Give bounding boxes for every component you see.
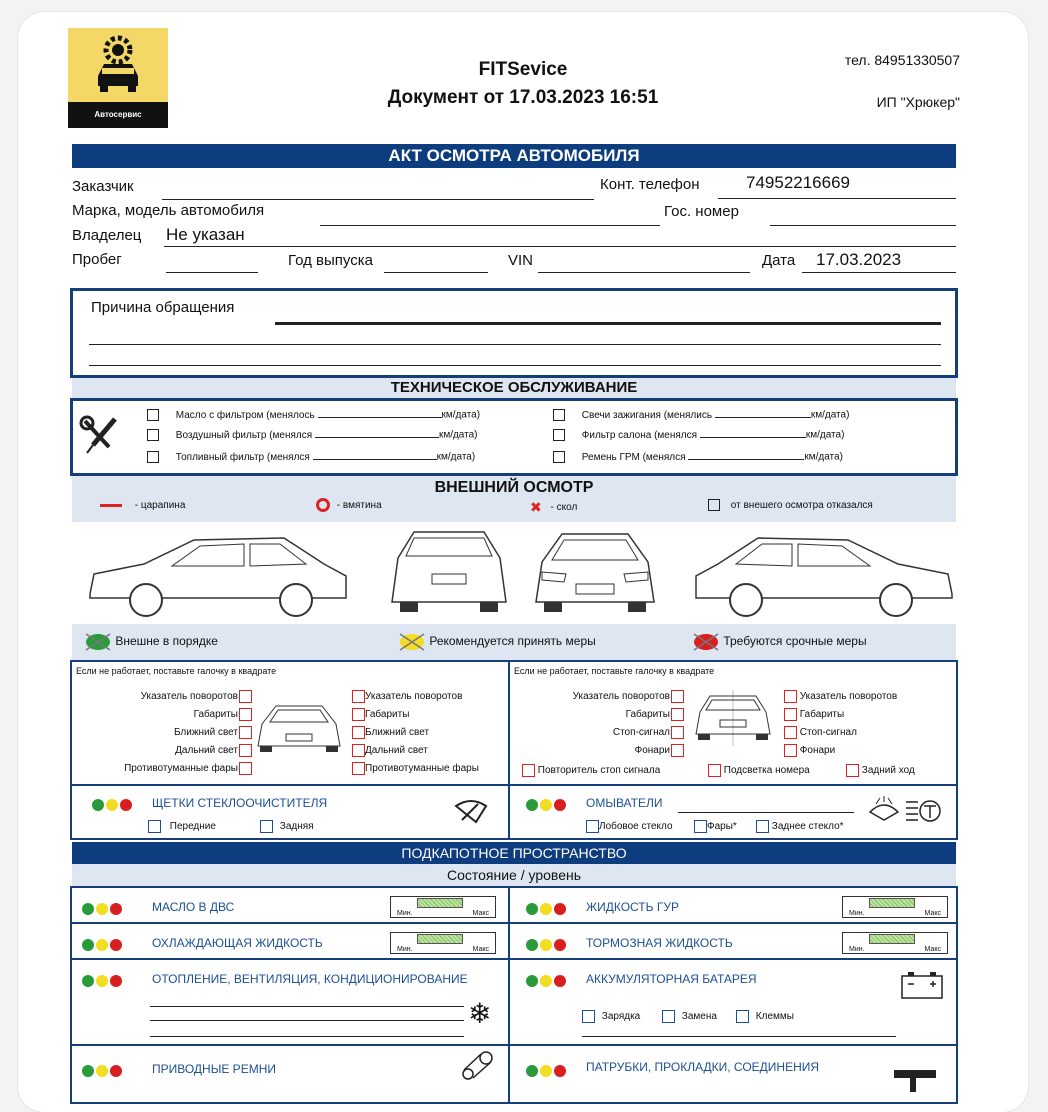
wipers-rear-checkbox[interactable] xyxy=(260,820,273,833)
hvac-title: ОТОПЛЕНИЕ, ВЕНТИЛЯЦИЯ, КОНДИЦИОНИРОВАНИЕ xyxy=(152,972,468,986)
rear-left-row[interactable] xyxy=(524,688,684,706)
header-org: ИП "Хрюкер" xyxy=(876,94,960,110)
vin-field[interactable] xyxy=(538,272,750,273)
washers-rear[interactable] xyxy=(756,820,844,833)
front-lights-right xyxy=(352,688,479,778)
front-right-row[interactable] xyxy=(352,742,479,760)
rear-lights-left xyxy=(524,688,684,760)
washers-rear-checkbox[interactable] xyxy=(756,820,769,833)
light-label: Противотуманные фары xyxy=(365,763,479,774)
reason-line-2[interactable] xyxy=(89,344,941,345)
legend-refused[interactable] xyxy=(708,499,873,511)
engine-oil-row xyxy=(70,886,510,924)
light-checkbox[interactable] xyxy=(239,690,252,703)
light-label: Габариты xyxy=(365,709,410,720)
wipers-rear[interactable] xyxy=(260,820,314,833)
maint-item-air[interactable] xyxy=(147,429,478,441)
chip-icon: ✖ xyxy=(530,499,542,515)
battery-terminals[interactable] xyxy=(736,1010,794,1023)
maint-checkbox[interactable] xyxy=(147,429,159,441)
plate-field[interactable] xyxy=(770,225,956,226)
wipers-status-dots[interactable] xyxy=(92,796,134,814)
light-label: Противотуманные фары xyxy=(124,763,238,774)
maint-suffix: км/дата) xyxy=(438,429,478,441)
maint-checkbox[interactable] xyxy=(553,451,565,463)
front-right-row[interactable] xyxy=(352,724,479,742)
front-left-row[interactable] xyxy=(96,688,252,706)
maint-suffix: км/дата) xyxy=(436,451,476,463)
customer-label: Заказчик xyxy=(72,178,134,195)
light-checkbox[interactable] xyxy=(352,744,365,757)
light-label: Ближний свет xyxy=(365,727,430,738)
rear-right-row[interactable] xyxy=(784,688,897,706)
company-name: FITSevice xyxy=(478,59,568,80)
underhood-subbanner: Состояние / уровень xyxy=(72,864,956,886)
reason-line-3[interactable] xyxy=(89,365,941,366)
plate-label: Гос. номер xyxy=(664,203,739,220)
light-label: Стоп-сигнал xyxy=(612,727,670,738)
owner-field[interactable] xyxy=(164,246,956,247)
light-checkbox[interactable] xyxy=(708,764,721,777)
status-recommend-icon xyxy=(398,632,426,652)
reason-line-1[interactable] xyxy=(275,322,941,325)
legend-scratch-label: - царапина xyxy=(134,500,186,511)
light-label: Указатель поворотов xyxy=(799,691,898,702)
rear-left-row[interactable] xyxy=(524,706,684,724)
brake-fluid-status-dots[interactable] xyxy=(526,936,568,954)
reason-box xyxy=(70,288,958,378)
light-checkbox[interactable] xyxy=(239,708,252,721)
maint-item-timing[interactable] xyxy=(553,451,843,463)
battery-charge-label: Зарядка xyxy=(601,1011,641,1023)
gauge-max: Макс xyxy=(924,910,941,917)
power-steering-gauge[interactable] xyxy=(842,896,948,918)
gauge-min: Мин. xyxy=(849,946,865,953)
maint-item-plugs[interactable] xyxy=(553,409,849,421)
document-title: Документ от 17.03.2023 16:51 xyxy=(387,87,659,108)
light-checkbox[interactable] xyxy=(784,726,797,739)
washers-headlights-label: Фары* xyxy=(707,821,737,833)
owner-value: Не указан xyxy=(166,225,245,244)
maint-label: Воздушный фильтр (менялся xyxy=(175,429,313,441)
light-checkbox[interactable] xyxy=(784,690,797,703)
light-checkbox[interactable] xyxy=(352,762,365,775)
battery-replace-checkbox[interactable] xyxy=(662,1010,675,1023)
rear-lights-hint: Если не работает, поставьте галочку в квадрате xyxy=(514,666,715,676)
light-checkbox[interactable] xyxy=(239,726,252,739)
maint-label: Свечи зажигания (менялись xyxy=(581,409,713,421)
rear-extra-1[interactable] xyxy=(522,764,660,777)
maint-label: Фильтр салона (менялся xyxy=(581,429,698,441)
underhood-banner: ПОДКАПОТНОЕ ПРОСТРАНСТВО xyxy=(72,842,956,864)
owner-label: Владелец xyxy=(72,227,142,244)
gauge-max: Макс xyxy=(472,910,489,917)
vin-label: VIN xyxy=(508,252,534,269)
light-checkbox[interactable] xyxy=(671,726,684,739)
light-checkbox[interactable] xyxy=(671,690,684,703)
rear-extra-3[interactable] xyxy=(846,764,915,777)
maintenance-banner: ТЕХНИЧЕСКОЕ ОБСЛУЖИВАНИЕ xyxy=(72,378,956,398)
battery-terminals-label: Клеммы xyxy=(755,1011,794,1023)
engine-oil-gauge[interactable] xyxy=(390,896,496,918)
coolant-title: ОХЛАЖДАЮЩАЯ ЖИДКОСТЬ xyxy=(152,936,323,950)
car-right-side-diagram[interactable] xyxy=(688,524,958,620)
car-rear-diagram[interactable] xyxy=(384,528,514,618)
front-right-row[interactable] xyxy=(352,706,479,724)
maint-suffix: км/дата) xyxy=(441,409,481,421)
year-field[interactable] xyxy=(384,272,488,273)
front-lights-hint: Если не работает, поставьте галочку в квадрате xyxy=(76,666,277,676)
customer-field[interactable] xyxy=(162,199,594,200)
status-ok[interactable] xyxy=(84,632,218,652)
gauge-max: Макс xyxy=(924,946,941,953)
maint-suffix: км/дата) xyxy=(810,409,850,421)
snowflake-icon: ❄ xyxy=(468,998,492,1029)
front-right-row[interactable] xyxy=(352,760,479,778)
battery-replace[interactable] xyxy=(662,1010,717,1023)
front-right-row[interactable] xyxy=(352,688,479,706)
front-left-row[interactable] xyxy=(96,760,252,778)
belts-status-dots[interactable] xyxy=(82,1062,124,1080)
washer-icon xyxy=(866,796,946,826)
car-left-side-diagram[interactable] xyxy=(84,524,354,620)
light-label: Габариты xyxy=(193,709,238,720)
front-lights-left xyxy=(96,688,252,778)
mileage-field[interactable] xyxy=(166,272,258,273)
engine-oil-status-dots[interactable] xyxy=(82,900,124,918)
car-front-diagram[interactable] xyxy=(528,528,662,618)
gauge-min: Мин. xyxy=(849,910,865,917)
washers-windshield[interactable] xyxy=(586,820,673,833)
contact-phone-label: Конт. телефон xyxy=(600,176,700,193)
light-label: Ближний свет xyxy=(173,727,238,738)
scratch-icon xyxy=(100,504,122,507)
coolant-status-dots[interactable] xyxy=(82,936,124,954)
light-label: Стоп-сигнал xyxy=(799,727,857,738)
hose-icon xyxy=(892,1064,938,1094)
front-left-row[interactable] xyxy=(96,724,252,742)
washers-rear-label: Заднее стекло* xyxy=(771,821,844,833)
maint-item-oil[interactable] xyxy=(147,409,480,421)
light-label: Дальний свет xyxy=(175,745,238,756)
washers-box xyxy=(508,784,958,840)
maintenance-box xyxy=(70,398,958,476)
status-urgent-label: Требуются срочные меры xyxy=(723,634,867,649)
battery-row xyxy=(508,958,958,1046)
date-value: 17.03.2023 xyxy=(816,250,902,269)
hoses-title: ПАТРУБКИ, ПРОКЛАДКИ, СОЕДИНЕНИЯ xyxy=(586,1060,820,1074)
make-model-field[interactable] xyxy=(320,225,660,226)
light-checkbox[interactable] xyxy=(352,726,365,739)
contact-phone-value: 74952216669 xyxy=(746,173,851,192)
wipers-rear-label: Задняя xyxy=(279,821,314,833)
light-label: Подсветка номера xyxy=(723,765,810,777)
hoses-row xyxy=(508,1044,958,1104)
legend-chip-label: - скол xyxy=(550,502,578,514)
gauge-min: Мин. xyxy=(397,910,413,917)
battery-status-dots[interactable] xyxy=(526,972,568,990)
light-checkbox[interactable] xyxy=(239,744,252,757)
wipers-front-label: Передние xyxy=(169,821,216,833)
battery-line[interactable] xyxy=(582,1036,896,1037)
rear-right-row[interactable] xyxy=(784,742,897,760)
maint-item-fuel[interactable] xyxy=(147,451,475,463)
status-urgent-icon xyxy=(692,632,720,652)
act-banner: АКТ ОСМОТРА АВТОМОБИЛЯ xyxy=(72,144,956,168)
washers-windshield-label: Лобовое стекло xyxy=(599,821,673,833)
wipers-title: ЩЕТКИ СТЕКЛООЧИСТИТЕЛЯ xyxy=(152,796,328,810)
status-recommend-label: Рекомендуется принять меры xyxy=(429,634,596,649)
logo-caption: Автосервис xyxy=(68,102,168,128)
car-front-small-icon xyxy=(254,702,344,754)
maint-suffix: км/дата) xyxy=(805,429,845,441)
year-label: Год выпуска xyxy=(288,252,373,269)
brake-fluid-row xyxy=(508,922,958,960)
light-checkbox[interactable] xyxy=(239,762,252,775)
power-steering-title: ЖИДКОСТЬ ГУР xyxy=(586,900,679,914)
date-field[interactable] xyxy=(802,272,956,273)
dent-icon xyxy=(316,498,330,512)
exterior-banner: ВНЕШНИЙ ОСМОТР xyxy=(434,479,594,496)
light-label: Указатель поворотов xyxy=(365,691,463,702)
washers-status-dots[interactable] xyxy=(526,796,568,814)
maint-label: Ремень ГРМ (менялся xyxy=(581,451,686,463)
rear-right-row[interactable] xyxy=(784,706,897,724)
legend-refused-label: от внешего осмотра отказался xyxy=(730,499,873,511)
car-rear-small-icon xyxy=(690,690,776,746)
maint-item-cabin[interactable] xyxy=(553,429,844,441)
light-checkbox[interactable] xyxy=(352,708,365,721)
light-label: Повторитель стоп сигнала xyxy=(537,765,661,777)
hvac-line-3[interactable] xyxy=(150,1036,464,1037)
hvac-line-1[interactable] xyxy=(150,1006,464,1007)
battery-title: АККУМУЛЯТОРНАЯ БАТАРЕЯ xyxy=(586,972,757,986)
power-steering-status-dots[interactable] xyxy=(526,900,568,918)
refused-checkbox[interactable] xyxy=(708,499,720,511)
washers-windshield-checkbox[interactable] xyxy=(586,820,599,833)
wiper-icon xyxy=(454,798,488,824)
rear-lights-box xyxy=(508,660,958,786)
light-checkbox[interactable] xyxy=(522,764,535,777)
light-label: Габариты xyxy=(799,709,845,720)
light-checkbox[interactable] xyxy=(784,744,797,757)
rear-extra-2[interactable] xyxy=(708,764,810,777)
legend-dent xyxy=(316,498,382,512)
status-ok-label: Внешне в порядке xyxy=(115,634,218,649)
wipers-front-checkbox[interactable] xyxy=(148,820,161,833)
brake-fluid-gauge[interactable] xyxy=(842,932,948,954)
rear-left-row[interactable] xyxy=(524,742,684,760)
washers-headlights-checkbox[interactable] xyxy=(694,820,707,833)
maint-checkbox[interactable] xyxy=(553,409,565,421)
front-left-row[interactable] xyxy=(96,706,252,724)
reason-label: Причина обращения xyxy=(91,299,235,316)
contact-phone-field[interactable] xyxy=(718,198,956,199)
light-label: Фонари xyxy=(799,745,836,756)
hvac-line-2[interactable] xyxy=(150,1020,464,1021)
washers-line[interactable] xyxy=(678,812,854,813)
mileage-label: Пробег xyxy=(72,251,122,268)
light-checkbox[interactable] xyxy=(352,690,365,703)
status-recommend[interactable] xyxy=(398,632,596,652)
rear-right-row[interactable] xyxy=(784,724,897,742)
light-checkbox[interactable] xyxy=(671,744,684,757)
tools-icon xyxy=(79,415,125,455)
maint-label: Масло с фильтром (менялось xyxy=(175,409,315,421)
wipers-box xyxy=(70,784,510,840)
maint-checkbox[interactable] xyxy=(147,451,159,463)
battery-replace-label: Замена xyxy=(681,1011,717,1023)
light-label: Задний ход xyxy=(861,765,915,777)
brake-fluid-title: ТОРМОЗНАЯ ЖИДКОСТЬ xyxy=(586,936,733,950)
washers-title: ОМЫВАТЕЛИ xyxy=(586,796,663,810)
legend-dent-label: - вмятина xyxy=(336,499,382,511)
header-phone: тел. 84951330507 xyxy=(844,52,960,68)
engine-oil-title: МАСЛО В ДВС xyxy=(152,900,235,914)
belts-row xyxy=(70,1044,510,1104)
light-checkbox[interactable] xyxy=(671,708,684,721)
maint-checkbox[interactable] xyxy=(147,409,159,421)
coolant-gauge[interactable] xyxy=(390,932,496,954)
belt-icon xyxy=(460,1050,496,1082)
coolant-row xyxy=(70,922,510,960)
light-label: Фонари xyxy=(634,745,670,756)
light-label: Дальний свет xyxy=(365,745,428,756)
battery-icon xyxy=(900,970,944,1000)
document-page xyxy=(18,12,1028,1112)
rear-left-row[interactable] xyxy=(524,724,684,742)
front-lights-box xyxy=(70,660,510,786)
make-model-label: Марка, модель автомобиля xyxy=(72,202,265,219)
light-label: Габариты xyxy=(625,709,670,720)
belts-title: ПРИВОДНЫЕ РЕМНИ xyxy=(152,1062,276,1076)
gauge-max: Макс xyxy=(472,946,489,953)
hvac-row xyxy=(70,958,510,1046)
rear-lights-right xyxy=(784,688,897,760)
hvac-status-dots[interactable] xyxy=(82,972,124,990)
gauge-min: Мин. xyxy=(397,946,413,953)
light-label: Указатель поворотов xyxy=(140,691,238,702)
legend-chip xyxy=(530,499,577,516)
light-label: Указатель поворотов xyxy=(572,691,670,702)
status-ok-icon xyxy=(84,632,112,652)
maint-label: Топливный фильтр (менялся xyxy=(175,451,310,463)
battery-terminals-checkbox[interactable] xyxy=(736,1010,749,1023)
light-checkbox[interactable] xyxy=(846,764,859,777)
battery-charge-checkbox[interactable] xyxy=(582,1010,595,1023)
date-label: Дата xyxy=(762,252,796,269)
status-urgent[interactable] xyxy=(692,632,867,652)
wipers-front[interactable] xyxy=(148,820,216,833)
legend-scratch xyxy=(100,500,185,511)
maint-suffix: км/дата) xyxy=(804,451,843,463)
maint-checkbox[interactable] xyxy=(553,429,565,441)
front-left-row[interactable] xyxy=(96,742,252,760)
light-checkbox[interactable] xyxy=(784,708,797,721)
battery-charge[interactable] xyxy=(582,1010,640,1023)
hoses-status-dots[interactable] xyxy=(526,1062,568,1080)
power-steering-row xyxy=(508,886,958,924)
washers-headlights[interactable] xyxy=(694,820,737,833)
